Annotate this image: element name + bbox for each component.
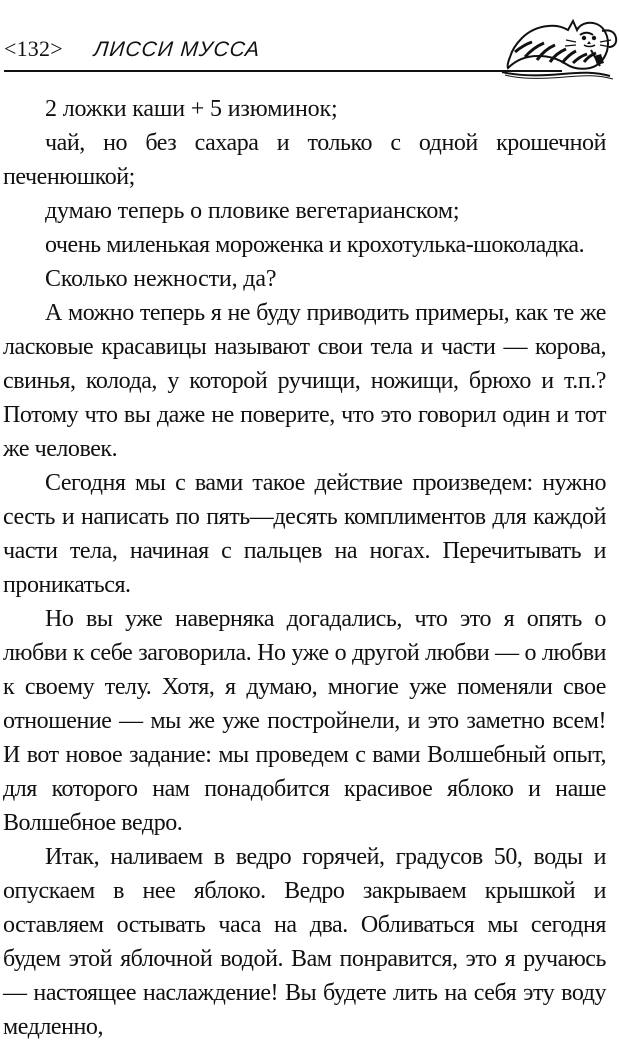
text-paragraph: Но вы уже наверняка догадались, что это я опять о любви к себе заговорила. Но уже о другой любви — о любви к своему телу. Хотя, я думаю, многие уже поменяли свое отношение — мы же уже постройнели, и это заметно всем! И вот новое задание: мы проведем с вами Волшебный опыт, для которого нам понадобится красивое яблоко и наше Волшебное ведро. — [3, 606, 606, 836]
text-paragraph: А можно теперь я не буду приводить примеры, как те же ласковые красавицы называют свои тела и части — корова, свинья, колода, у которой ручищи, ножищи, брюхо и т.п.? Потому что вы даже не поверите, что это говорил один и тот же человек. — [3, 300, 606, 462]
header-rule — [4, 70, 562, 72]
text-paragraph: Сегодня мы с вами такое действие произведем: нужно сесть и написать по пять—десять комплиментов для каждой части тела, начиная с пальцев на ногах. Перечитывать и проникаться. — [3, 470, 606, 598]
page-number: <132> — [4, 36, 63, 61]
text-paragraph: Сколько нежности, да? — [45, 266, 277, 292]
text-paragraph: очень миленькая мороженка и крохотулька-шоколадка. — [45, 232, 585, 258]
text-paragraph: Итак, наливаем в ведро горячей, градусов 50, воды и опускаем в нее яблоко. Ведро закрываем крышкой и оставляем остывать часа на два. Обливаться мы сегодня будем этой яблочной водой. Вам понравится, это я ручаюсь — настоящее наслаждение! Вы будете лить на себя эту воду медленно, — [3, 844, 606, 1040]
text-paragraph: 2 ложки каши + 5 изюминок; — [45, 96, 338, 122]
page-body — [3, 92, 606, 1044]
page-header — [4, 30, 604, 86]
running-title: ЛИССИ МУССА — [92, 38, 262, 61]
cat-icon — [498, 12, 620, 82]
text-paragraph: чай, но без сахара и только с одной крошечной печенюшкой; — [3, 130, 606, 190]
text-paragraph: думаю теперь о пловике вегетарианском; — [45, 198, 460, 224]
